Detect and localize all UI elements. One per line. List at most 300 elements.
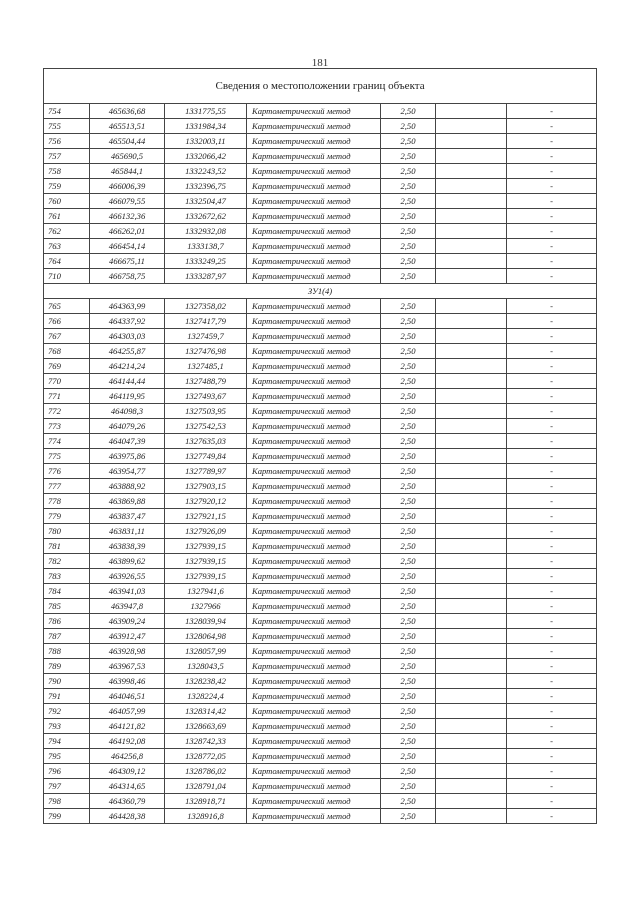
method-cell: Картометрический метод bbox=[247, 569, 381, 584]
table-row bbox=[44, 719, 597, 734]
x-coordinate-cell: 463869,88 bbox=[90, 494, 165, 509]
y-coordinate-cell: 1328224,4 bbox=[165, 689, 247, 704]
method-cell: Картометрический метод bbox=[247, 734, 381, 749]
accuracy-cell: 2,50 bbox=[381, 704, 436, 719]
method-cell: Картометрический метод bbox=[247, 809, 381, 824]
method-cell: Картометрический метод bbox=[247, 614, 381, 629]
table-row bbox=[44, 554, 597, 569]
accuracy-cell: 2,50 bbox=[381, 179, 436, 194]
description-cell bbox=[436, 569, 507, 584]
x-coordinate-cell: 466675,11 bbox=[90, 254, 165, 269]
point-number-cell: 784 bbox=[44, 584, 90, 599]
accuracy-cell: 2,50 bbox=[381, 764, 436, 779]
method-cell: Картометрический метод bbox=[247, 704, 381, 719]
accuracy-cell: 2,50 bbox=[381, 599, 436, 614]
extra-cell: - bbox=[507, 344, 597, 359]
accuracy-cell: 2,50 bbox=[381, 674, 436, 689]
extra-cell: - bbox=[507, 719, 597, 734]
description-cell bbox=[436, 494, 507, 509]
y-coordinate-cell: 1332672,62 bbox=[165, 209, 247, 224]
y-coordinate-cell: 1328663,69 bbox=[165, 719, 247, 734]
y-coordinate-cell: 1327941,6 bbox=[165, 584, 247, 599]
extra-cell: - bbox=[507, 269, 597, 284]
point-number-cell: 763 bbox=[44, 239, 90, 254]
table-row bbox=[44, 299, 597, 314]
y-coordinate-cell: 1327417,79 bbox=[165, 314, 247, 329]
accuracy-cell: 2,50 bbox=[381, 749, 436, 764]
point-number-cell: 777 bbox=[44, 479, 90, 494]
table-row bbox=[44, 614, 597, 629]
point-number-cell: 760 bbox=[44, 194, 90, 209]
table-row bbox=[44, 149, 597, 164]
table-title: Сведения о местоположении границ объекта bbox=[44, 69, 597, 104]
description-cell bbox=[436, 674, 507, 689]
description-cell bbox=[436, 179, 507, 194]
point-number-cell: 757 bbox=[44, 149, 90, 164]
method-cell: Картометрический метод bbox=[247, 764, 381, 779]
method-cell: Картометрический метод bbox=[247, 179, 381, 194]
method-cell: Картометрический метод bbox=[247, 359, 381, 374]
y-coordinate-cell: 1332396,75 bbox=[165, 179, 247, 194]
method-cell: Картометрический метод bbox=[247, 434, 381, 449]
method-cell: Картометрический метод bbox=[247, 539, 381, 554]
description-cell bbox=[436, 689, 507, 704]
y-coordinate-cell: 1333287,97 bbox=[165, 269, 247, 284]
extra-cell: - bbox=[507, 779, 597, 794]
method-cell: Картометрический метод bbox=[247, 344, 381, 359]
description-cell bbox=[436, 209, 507, 224]
extra-cell: - bbox=[507, 419, 597, 434]
y-coordinate-cell: 1327939,15 bbox=[165, 569, 247, 584]
accuracy-cell: 2,50 bbox=[381, 659, 436, 674]
x-coordinate-cell: 463912,47 bbox=[90, 629, 165, 644]
y-coordinate-cell: 1331984,34 bbox=[165, 119, 247, 134]
x-coordinate-cell: 463975,86 bbox=[90, 449, 165, 464]
extra-cell: - bbox=[507, 209, 597, 224]
method-cell: Картометрический метод bbox=[247, 779, 381, 794]
extra-cell: - bbox=[507, 329, 597, 344]
y-coordinate-cell: 1328916,8 bbox=[165, 809, 247, 824]
accuracy-cell: 2,50 bbox=[381, 689, 436, 704]
method-cell: Картометрический метод bbox=[247, 629, 381, 644]
method-cell: Картометрический метод bbox=[247, 254, 381, 269]
extra-cell: - bbox=[507, 404, 597, 419]
method-cell: Картометрический метод bbox=[247, 209, 381, 224]
y-coordinate-cell: 1332066,42 bbox=[165, 149, 247, 164]
extra-cell: - bbox=[507, 464, 597, 479]
accuracy-cell: 2,50 bbox=[381, 569, 436, 584]
y-coordinate-cell: 1327939,15 bbox=[165, 554, 247, 569]
table-row bbox=[44, 809, 597, 824]
table-row bbox=[44, 224, 597, 239]
y-coordinate-cell: 1327966 bbox=[165, 599, 247, 614]
point-number-cell: 793 bbox=[44, 719, 90, 734]
y-coordinate-cell: 1332243,52 bbox=[165, 164, 247, 179]
x-coordinate-cell: 464363,99 bbox=[90, 299, 165, 314]
accuracy-cell: 2,50 bbox=[381, 524, 436, 539]
x-coordinate-cell: 466132,36 bbox=[90, 209, 165, 224]
y-coordinate-cell: 1328043,5 bbox=[165, 659, 247, 674]
table-row bbox=[44, 734, 597, 749]
description-cell bbox=[436, 344, 507, 359]
y-coordinate-cell: 1328057,99 bbox=[165, 644, 247, 659]
point-number-cell: 787 bbox=[44, 629, 90, 644]
y-coordinate-cell: 1328039,94 bbox=[165, 614, 247, 629]
extra-cell: - bbox=[507, 224, 597, 239]
method-cell: Картометрический метод bbox=[247, 149, 381, 164]
method-cell: Картометрический метод bbox=[247, 329, 381, 344]
x-coordinate-cell: 463838,39 bbox=[90, 539, 165, 554]
table-row bbox=[44, 404, 597, 419]
description-cell bbox=[436, 809, 507, 824]
extra-cell: - bbox=[507, 509, 597, 524]
point-number-cell: 773 bbox=[44, 419, 90, 434]
method-cell: Картометрический метод bbox=[247, 119, 381, 134]
description-cell bbox=[436, 149, 507, 164]
y-coordinate-cell: 1328772,05 bbox=[165, 749, 247, 764]
x-coordinate-cell: 466758,75 bbox=[90, 269, 165, 284]
description-cell bbox=[436, 359, 507, 374]
method-cell: Картометрический метод bbox=[247, 134, 381, 149]
boundary-table bbox=[43, 68, 597, 824]
x-coordinate-cell: 464119,95 bbox=[90, 389, 165, 404]
description-cell bbox=[436, 164, 507, 179]
accuracy-cell: 2,50 bbox=[381, 254, 436, 269]
method-cell: Картометрический метод bbox=[247, 689, 381, 704]
point-number-cell: 791 bbox=[44, 689, 90, 704]
y-coordinate-cell: 1327459,7 bbox=[165, 329, 247, 344]
extra-cell: - bbox=[507, 389, 597, 404]
extra-cell: - bbox=[507, 599, 597, 614]
point-number-cell: 761 bbox=[44, 209, 90, 224]
point-number-cell: 772 bbox=[44, 404, 90, 419]
table-row bbox=[44, 419, 597, 434]
section-header-row bbox=[44, 284, 597, 299]
x-coordinate-cell: 463899,62 bbox=[90, 554, 165, 569]
point-number-cell: 758 bbox=[44, 164, 90, 179]
extra-cell: - bbox=[507, 104, 597, 119]
accuracy-cell: 2,50 bbox=[381, 374, 436, 389]
table-row bbox=[44, 329, 597, 344]
description-cell bbox=[436, 449, 507, 464]
description-cell bbox=[436, 479, 507, 494]
x-coordinate-cell: 466454,14 bbox=[90, 239, 165, 254]
description-cell bbox=[436, 314, 507, 329]
method-cell: Картометрический метод bbox=[247, 659, 381, 674]
extra-cell: - bbox=[507, 659, 597, 674]
y-coordinate-cell: 1328786,02 bbox=[165, 764, 247, 779]
method-cell: Картометрический метод bbox=[247, 239, 381, 254]
table-row bbox=[44, 104, 597, 119]
y-coordinate-cell: 1328918,71 bbox=[165, 794, 247, 809]
method-cell: Картометрический метод bbox=[247, 194, 381, 209]
y-coordinate-cell: 1327939,15 bbox=[165, 539, 247, 554]
extra-cell: - bbox=[507, 359, 597, 374]
boundary-table-frame bbox=[43, 68, 596, 824]
extra-cell: - bbox=[507, 299, 597, 314]
description-cell bbox=[436, 224, 507, 239]
accuracy-cell: 2,50 bbox=[381, 449, 436, 464]
description-cell bbox=[436, 419, 507, 434]
point-number-cell: 774 bbox=[44, 434, 90, 449]
point-number-cell: 794 bbox=[44, 734, 90, 749]
method-cell: Картометрический метод bbox=[247, 509, 381, 524]
table-row bbox=[44, 689, 597, 704]
extra-cell: - bbox=[507, 194, 597, 209]
x-coordinate-cell: 464337,92 bbox=[90, 314, 165, 329]
accuracy-cell: 2,50 bbox=[381, 464, 436, 479]
y-coordinate-cell: 1333138,7 bbox=[165, 239, 247, 254]
method-cell: Картометрический метод bbox=[247, 644, 381, 659]
point-number-cell: 781 bbox=[44, 539, 90, 554]
extra-cell: - bbox=[507, 314, 597, 329]
table-row bbox=[44, 794, 597, 809]
table-row bbox=[44, 674, 597, 689]
y-coordinate-cell: 1328314,42 bbox=[165, 704, 247, 719]
description-cell bbox=[436, 779, 507, 794]
extra-cell: - bbox=[507, 119, 597, 134]
y-coordinate-cell: 1331775,55 bbox=[165, 104, 247, 119]
table-row bbox=[44, 569, 597, 584]
x-coordinate-cell: 466262,01 bbox=[90, 224, 165, 239]
table-row bbox=[44, 764, 597, 779]
description-cell bbox=[436, 584, 507, 599]
description-cell bbox=[436, 239, 507, 254]
y-coordinate-cell: 1327926,09 bbox=[165, 524, 247, 539]
table-row bbox=[44, 779, 597, 794]
description-cell bbox=[436, 374, 507, 389]
method-cell: Картометрический метод bbox=[247, 314, 381, 329]
accuracy-cell: 2,50 bbox=[381, 629, 436, 644]
x-coordinate-cell: 464192,08 bbox=[90, 734, 165, 749]
accuracy-cell: 2,50 bbox=[381, 644, 436, 659]
x-coordinate-cell: 466006,39 bbox=[90, 179, 165, 194]
x-coordinate-cell: 463998,46 bbox=[90, 674, 165, 689]
point-number-cell: 790 bbox=[44, 674, 90, 689]
x-coordinate-cell: 464098,3 bbox=[90, 404, 165, 419]
table-row bbox=[44, 449, 597, 464]
x-coordinate-cell: 463909,24 bbox=[90, 614, 165, 629]
point-number-cell: 765 bbox=[44, 299, 90, 314]
y-coordinate-cell: 1327358,02 bbox=[165, 299, 247, 314]
table-row bbox=[44, 134, 597, 149]
y-coordinate-cell: 1327485,1 bbox=[165, 359, 247, 374]
point-number-cell: 785 bbox=[44, 599, 90, 614]
accuracy-cell: 2,50 bbox=[381, 104, 436, 119]
method-cell: Картометрический метод bbox=[247, 554, 381, 569]
y-coordinate-cell: 1327789,97 bbox=[165, 464, 247, 479]
extra-cell: - bbox=[507, 449, 597, 464]
accuracy-cell: 2,50 bbox=[381, 734, 436, 749]
table-row bbox=[44, 179, 597, 194]
method-cell: Картометрический метод bbox=[247, 494, 381, 509]
table-row bbox=[44, 644, 597, 659]
table-row bbox=[44, 239, 597, 254]
method-cell: Картометрический метод bbox=[247, 374, 381, 389]
description-cell bbox=[436, 389, 507, 404]
y-coordinate-cell: 1328238,42 bbox=[165, 674, 247, 689]
extra-cell: - bbox=[507, 584, 597, 599]
y-coordinate-cell: 1332003,11 bbox=[165, 134, 247, 149]
x-coordinate-cell: 464360,79 bbox=[90, 794, 165, 809]
accuracy-cell: 2,50 bbox=[381, 389, 436, 404]
table-row bbox=[44, 509, 597, 524]
extra-cell: - bbox=[507, 494, 597, 509]
x-coordinate-cell: 464255,87 bbox=[90, 344, 165, 359]
x-coordinate-cell: 466079,55 bbox=[90, 194, 165, 209]
y-coordinate-cell: 1327921,15 bbox=[165, 509, 247, 524]
point-number-cell: 797 bbox=[44, 779, 90, 794]
description-cell bbox=[436, 734, 507, 749]
description-cell bbox=[436, 764, 507, 779]
table-row bbox=[44, 584, 597, 599]
description-cell bbox=[436, 104, 507, 119]
method-cell: Картометрический метод bbox=[247, 464, 381, 479]
method-cell: Картометрический метод bbox=[247, 599, 381, 614]
y-coordinate-cell: 1327488,79 bbox=[165, 374, 247, 389]
y-coordinate-cell: 1327493,67 bbox=[165, 389, 247, 404]
point-number-cell: 799 bbox=[44, 809, 90, 824]
point-number-cell: 776 bbox=[44, 464, 90, 479]
x-coordinate-cell: 464303,03 bbox=[90, 329, 165, 344]
point-number-cell: 796 bbox=[44, 764, 90, 779]
point-number-cell: 783 bbox=[44, 569, 90, 584]
y-coordinate-cell: 1327903,15 bbox=[165, 479, 247, 494]
extra-cell: - bbox=[507, 479, 597, 494]
point-number-cell: 775 bbox=[44, 449, 90, 464]
point-number-cell: 788 bbox=[44, 644, 90, 659]
table-row bbox=[44, 539, 597, 554]
accuracy-cell: 2,50 bbox=[381, 554, 436, 569]
page-number: 181 bbox=[311, 57, 329, 69]
y-coordinate-cell: 1327476,98 bbox=[165, 344, 247, 359]
x-coordinate-cell: 463928,98 bbox=[90, 644, 165, 659]
method-cell: Картометрический метод bbox=[247, 719, 381, 734]
x-coordinate-cell: 463941,03 bbox=[90, 584, 165, 599]
description-cell bbox=[436, 749, 507, 764]
description-cell bbox=[436, 524, 507, 539]
x-coordinate-cell: 463954,77 bbox=[90, 464, 165, 479]
accuracy-cell: 2,50 bbox=[381, 539, 436, 554]
x-coordinate-cell: 465636,68 bbox=[90, 104, 165, 119]
description-cell bbox=[436, 329, 507, 344]
x-coordinate-cell: 463888,92 bbox=[90, 479, 165, 494]
x-coordinate-cell: 465690,5 bbox=[90, 149, 165, 164]
table-row bbox=[44, 269, 597, 284]
extra-cell: - bbox=[507, 734, 597, 749]
accuracy-cell: 2,50 bbox=[381, 719, 436, 734]
table-row bbox=[44, 704, 597, 719]
accuracy-cell: 2,50 bbox=[381, 344, 436, 359]
point-number-cell: 759 bbox=[44, 179, 90, 194]
accuracy-cell: 2,50 bbox=[381, 479, 436, 494]
point-number-cell: 754 bbox=[44, 104, 90, 119]
x-coordinate-cell: 465844,1 bbox=[90, 164, 165, 179]
x-coordinate-cell: 463926,55 bbox=[90, 569, 165, 584]
method-cell: Картометрический метод bbox=[247, 479, 381, 494]
accuracy-cell: 2,50 bbox=[381, 239, 436, 254]
point-number-cell: 789 bbox=[44, 659, 90, 674]
description-cell bbox=[436, 434, 507, 449]
x-coordinate-cell: 463831,11 bbox=[90, 524, 165, 539]
accuracy-cell: 2,50 bbox=[381, 164, 436, 179]
table-row bbox=[44, 629, 597, 644]
table-row bbox=[44, 479, 597, 494]
description-cell bbox=[436, 629, 507, 644]
extra-cell: - bbox=[507, 149, 597, 164]
x-coordinate-cell: 464144,44 bbox=[90, 374, 165, 389]
accuracy-cell: 2,50 bbox=[381, 794, 436, 809]
y-coordinate-cell: 1327635,03 bbox=[165, 434, 247, 449]
y-coordinate-cell: 1332932,08 bbox=[165, 224, 247, 239]
accuracy-cell: 2,50 bbox=[381, 134, 436, 149]
x-coordinate-cell: 464314,65 bbox=[90, 779, 165, 794]
description-cell bbox=[436, 119, 507, 134]
x-coordinate-cell: 464046,51 bbox=[90, 689, 165, 704]
point-number-cell: 756 bbox=[44, 134, 90, 149]
extra-cell: - bbox=[507, 614, 597, 629]
table-row bbox=[44, 164, 597, 179]
extra-cell: - bbox=[507, 434, 597, 449]
y-coordinate-cell: 1327542,53 bbox=[165, 419, 247, 434]
accuracy-cell: 2,50 bbox=[381, 584, 436, 599]
description-cell bbox=[436, 659, 507, 674]
table-row bbox=[44, 494, 597, 509]
extra-cell: - bbox=[507, 689, 597, 704]
x-coordinate-cell: 463837,47 bbox=[90, 509, 165, 524]
method-cell: Картометрический метод bbox=[247, 674, 381, 689]
extra-cell: - bbox=[507, 764, 597, 779]
description-cell bbox=[436, 134, 507, 149]
point-number-cell: 770 bbox=[44, 374, 90, 389]
description-cell bbox=[436, 509, 507, 524]
table-row bbox=[44, 599, 597, 614]
x-coordinate-cell: 464121,82 bbox=[90, 719, 165, 734]
x-coordinate-cell: 464428,38 bbox=[90, 809, 165, 824]
accuracy-cell: 2,50 bbox=[381, 119, 436, 134]
x-coordinate-cell: 465513,51 bbox=[90, 119, 165, 134]
method-cell: Картометрический метод bbox=[247, 584, 381, 599]
extra-cell: - bbox=[507, 554, 597, 569]
description-cell bbox=[436, 554, 507, 569]
accuracy-cell: 2,50 bbox=[381, 224, 436, 239]
point-number-cell: 782 bbox=[44, 554, 90, 569]
table-row bbox=[44, 389, 597, 404]
x-coordinate-cell: 465504,44 bbox=[90, 134, 165, 149]
extra-cell: - bbox=[507, 794, 597, 809]
table-row bbox=[44, 254, 597, 269]
method-cell: Картометрический метод bbox=[247, 104, 381, 119]
description-cell bbox=[436, 614, 507, 629]
point-number-cell: 795 bbox=[44, 749, 90, 764]
section-label: ЗУ1(4) bbox=[44, 284, 597, 299]
point-number-cell: 780 bbox=[44, 524, 90, 539]
point-number-cell: 778 bbox=[44, 494, 90, 509]
description-cell bbox=[436, 404, 507, 419]
accuracy-cell: 2,50 bbox=[381, 509, 436, 524]
extra-cell: - bbox=[507, 254, 597, 269]
point-number-cell: 710 bbox=[44, 269, 90, 284]
extra-cell: - bbox=[507, 524, 597, 539]
method-cell: Картометрический метод bbox=[247, 299, 381, 314]
method-cell: Картометрический метод bbox=[247, 269, 381, 284]
y-coordinate-cell: 1332504,47 bbox=[165, 194, 247, 209]
method-cell: Картометрический метод bbox=[247, 749, 381, 764]
accuracy-cell: 2,50 bbox=[381, 614, 436, 629]
y-coordinate-cell: 1327749,84 bbox=[165, 449, 247, 464]
x-coordinate-cell: 464047,39 bbox=[90, 434, 165, 449]
table-row bbox=[44, 119, 597, 134]
